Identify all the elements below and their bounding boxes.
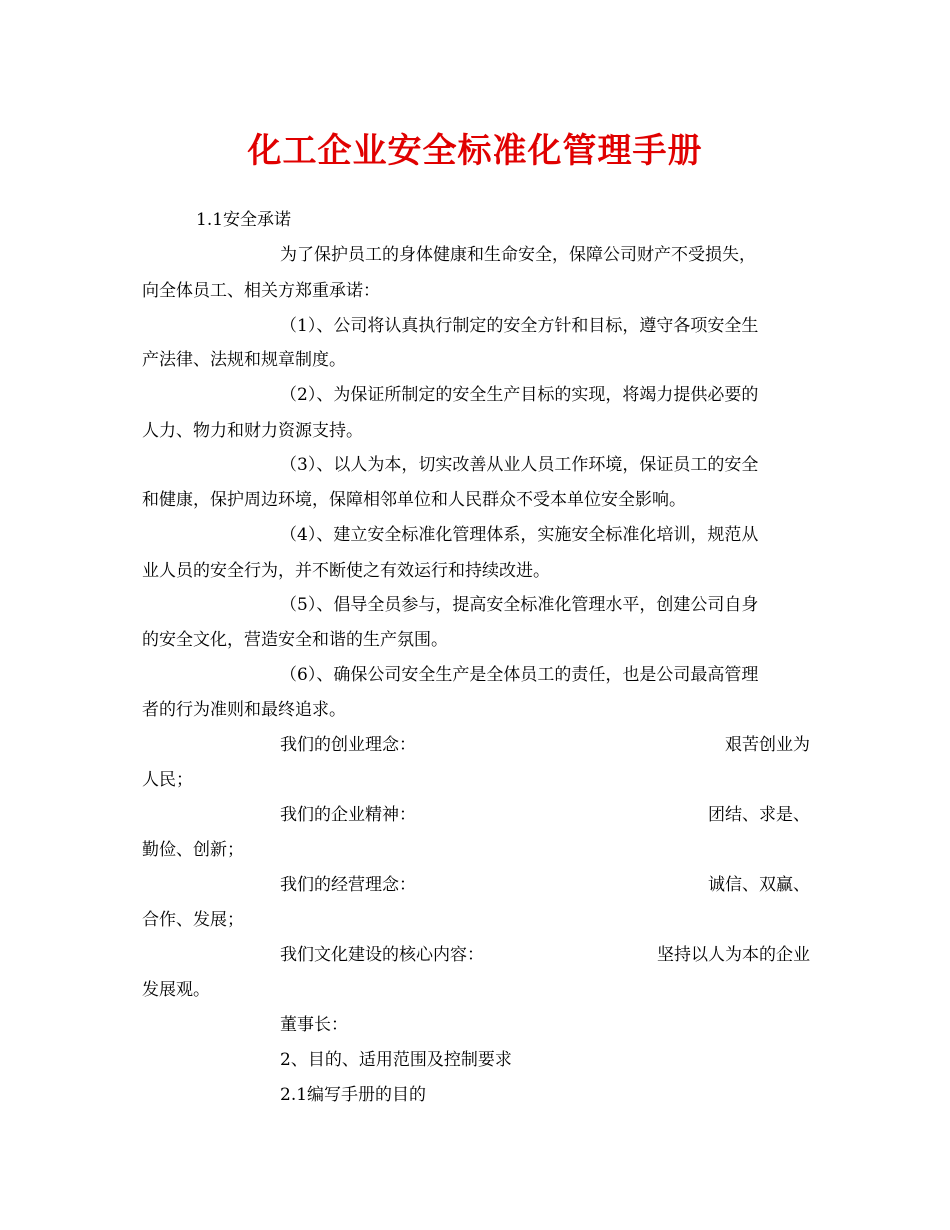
commitment-6-line-2: 者的行为准则和最终追求。: [142, 700, 346, 720]
commitment-6-line-1: （6）、确保公司安全生产是全体员工的责任，也是公司最高管理: [280, 665, 759, 685]
commitment-3-line-2: 和健康，保护周边环境，保障相邻单位和人民群众不受本单位安全影响。: [142, 490, 686, 510]
commitment-1-line-1: （1）、公司将认真执行制定的安全方针和目标，遵守各项安全生: [280, 316, 759, 336]
value-operation-cont: 合作、发展；: [142, 910, 244, 930]
commitment-5-line-1: （5）、倡导全员参与，提高安全标准化管理水平，创建公司自身: [280, 595, 759, 615]
intro-line-1: 为了保护员工的身体健康和生命安全，保障公司财产不受损失，: [280, 245, 756, 265]
commitment-1-line-2: 产法律、法规和规章制度。: [142, 350, 346, 370]
document-title: 化工企业安全标准化管理手册: [247, 131, 703, 171]
section-heading-2-1: 2.1编写手册的目的: [280, 1085, 427, 1105]
commitment-4-line-1: （4）、建立安全标准化管理体系，实施安全标准化培训，规范从: [280, 525, 759, 545]
section-heading-1-1: 1.1安全承诺: [196, 210, 292, 230]
intro-line-2: 向全体员工、相关方郑重承诺：: [142, 281, 380, 301]
value-spirit-cont: 勤俭、创新；: [142, 840, 244, 860]
commitment-5-line-2: 的安全文化，营造安全和谐的生产氛围。: [142, 630, 448, 650]
value-label-philosophy: 我们的创业理念：: [280, 735, 416, 755]
value-label-spirit: 我们的企业精神：: [280, 805, 416, 825]
value-philosophy-text: 艰苦创业为: [725, 735, 810, 755]
value-label-culture: 我们文化建设的核心内容：: [280, 945, 484, 965]
commitment-2-line-1: （2）、为保证所制定的安全生产目标的实现，将竭力提供必要的: [280, 385, 759, 405]
value-operation-text: 诚信、双赢、: [708, 875, 810, 895]
value-culture-text: 坚持以人为本的企业: [657, 945, 810, 965]
value-spirit-text: 团结、求是、: [708, 805, 810, 825]
value-philosophy-cont: 人民；: [142, 770, 193, 790]
commitment-2-line-2: 人力、物力和财力资源支持。: [142, 421, 363, 441]
commitment-4-line-2: 业人员的安全行为，并不断使之有效运行和持续改进。: [142, 561, 550, 581]
section-heading-2: 2、目的、适用范围及控制要求: [280, 1050, 512, 1070]
commitment-3-line-1: （3）、以人为本，切实改善从业人员工作环境，保证员工的安全: [280, 455, 759, 475]
chairman-signature-label: 董事长：: [280, 1015, 348, 1035]
value-culture-cont: 发展观。: [142, 980, 210, 1000]
value-label-operation: 我们的经营理念：: [280, 875, 416, 895]
